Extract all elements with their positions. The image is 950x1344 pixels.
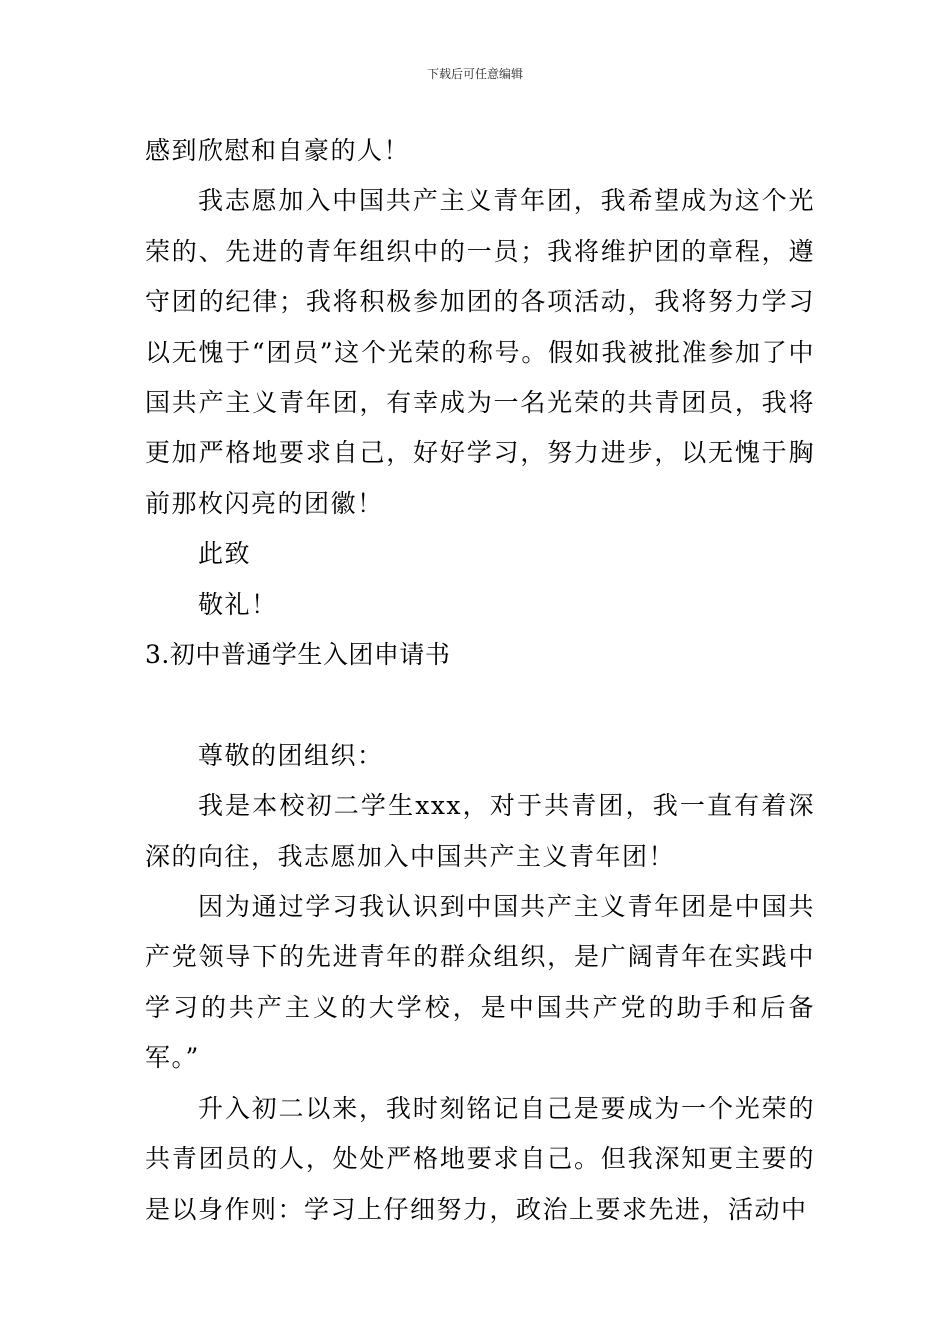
paragraph-intro: 我是本校初二学生xxx，对于共青团，我一直有着深深的向往，我志愿加入中国共产主义青年团！ (145, 791, 815, 871)
closing-jingli: 敬礼！ (198, 589, 278, 619)
salutation: 尊敬的团组织： (198, 740, 384, 770)
paragraph-continuation: 感到欣慰和自豪的人！ (145, 136, 411, 165)
blank-line (145, 680, 815, 730)
paragraph-commitment: 升入初二以来，我时刻铭记自己是要成为一个光荣的共青团员的人，处处严格地要求自己。但我深知更主要的是以身作则：学习上仔细努力，政治上要求先进，活动中 (145, 1093, 815, 1224)
closing-cizhi: 此致 (198, 539, 252, 569)
paragraph-pledge: 我志愿加入中国共产主义青年团，我希望成为这个光荣的、先进的青年组织中的一员；我将维护团的章程，遵守团的纪律；我将积极参加团的各项活动，我将努力学习以无愧于“团员”这个光荣的称号。假如我被批准参加了中国共产主义青年团，有幸成为一名光荣的共青团员，我将更加严格地要求自己，好好学习，努力进步，以无愧于胸前那枚闪亮的团徽！ (145, 186, 815, 518)
page-header-note: 下载后可任意编辑 (426, 67, 523, 81)
paragraph-understanding: 因为通过学习我认识到中国共产主义青年团是中国共产党领导下的先进青年的群众组织，是广阔青年在实践中学习的共产主义的大学校，是中国共产党的助手和后备军。” (145, 892, 815, 1073)
document-body (145, 126, 815, 1235)
section-title: 3.初中普通学生入团申请书 (145, 640, 451, 670)
